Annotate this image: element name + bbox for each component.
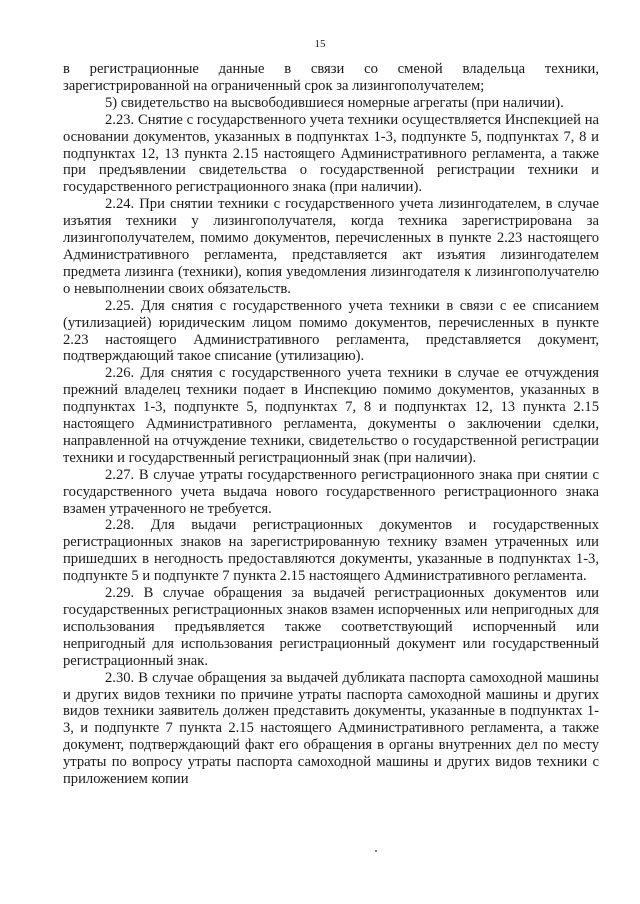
page-number: 15	[314, 38, 326, 50]
paragraph-continuation: в регистрационные данные в связи со сменой владельца техники, зарегистрированной на ограниченный срок за лизингополучателем;	[63, 61, 599, 94]
paragraph-2-25: 2.25. Для снятия с государственного учета техники в связи с ее списанием (утилизацией) юридическим лицом помимо документов, перечисленных в пункте 2.23 настоящего Административного регламента, представляется документ, подтверждающий такое списание (утилизацию).	[63, 297, 599, 365]
paragraph-2-26: 2.26. Для снятия с государственного учета техники в случае ее отчуждения прежний владелец техники подает в Инспекцию помимо документов, указанных в подпунктах 1-3, подпункте 5, подпунктах 7, 8 и подпунктах 12, 13 пункта 2.15 настоящего Административного регламента, документы о заключении сделки, направленной на отчуждение техники, свидетельство о государственной регистрации техники и государственный регистрационный знак (при наличии).	[63, 365, 599, 466]
paragraph-2-24: 2.24. При снятии техники с государственного учета лизингодателем, в случае изъятия техники у лизингополучателя, когда техника зарегистрирована за лизингополучателем, помимо документов, перечисленных в пункте 2.23 настоящего Административного регламента, представляется акт изъятия лизингодателем предмета лизинга (техники), копия уведомления лизингодателя к лизингополучателю о невыполнении своих обязательств.	[63, 196, 599, 297]
paragraph-2-30: 2.30. В случае обращения за выдачей дубликата паспорта самоходной машины и других видов техники по причине утраты паспорта самоходной машины и других видов техники заявитель должен представить документы, указанные в подпунктах 1-3, и подпункте 7 пункта 2.15 настоящего Административного регламента, а также документ, подтверждающий факт его обращения в органы внутренних дел по месту утраты по вопросу утраты паспорта самоходной машины и других видов техники с приложением копии	[63, 669, 599, 788]
paragraph-2-23: 2.23. Снятие с государственного учета техники осуществляется Инспекцией на основании документов, указанных в подпунктах 1-3, подпункте 5, подпунктах 7, 8 и подпунктах 12, 13 пункта 2.15 настоящего Административного регламента, а также при предъявлении свидетельства о государственной регистрации техники и государственного регистрационного знака (при наличии).	[63, 111, 599, 196]
paragraph-item-5: 5) свидетельство на высвободившиеся номерные агрегаты (при наличии).	[105, 94, 564, 111]
scan-speck	[375, 850, 377, 852]
paragraph-2-27: 2.27. В случае утраты государственного регистрационного знака при снятии с государственного учета выдача нового государственного регистрационного знака взамен утраченного не требуется.	[63, 466, 599, 517]
paragraph-2-28: 2.28. Для выдачи регистрационных документов и государственных регистрационных знаков на зарегистрированную технику взамен утраченных или пришедших в негодность предоставляются документы, указанные в подпунктах 1-3, подпункте 5 и подпункте 7 пункта 2.15 настоящего Административного регламента.	[63, 517, 599, 585]
document-body	[63, 61, 599, 788]
paragraph-2-29: 2.29. В случае обращения за выдачей регистрационных документов или государственных регистрационных знаков взамен испорченных или непригодных для использования предъявляется также соответствующий испорченный или непригодный для использования регистрационный документ или государственный регистрационный знак.	[63, 585, 599, 669]
